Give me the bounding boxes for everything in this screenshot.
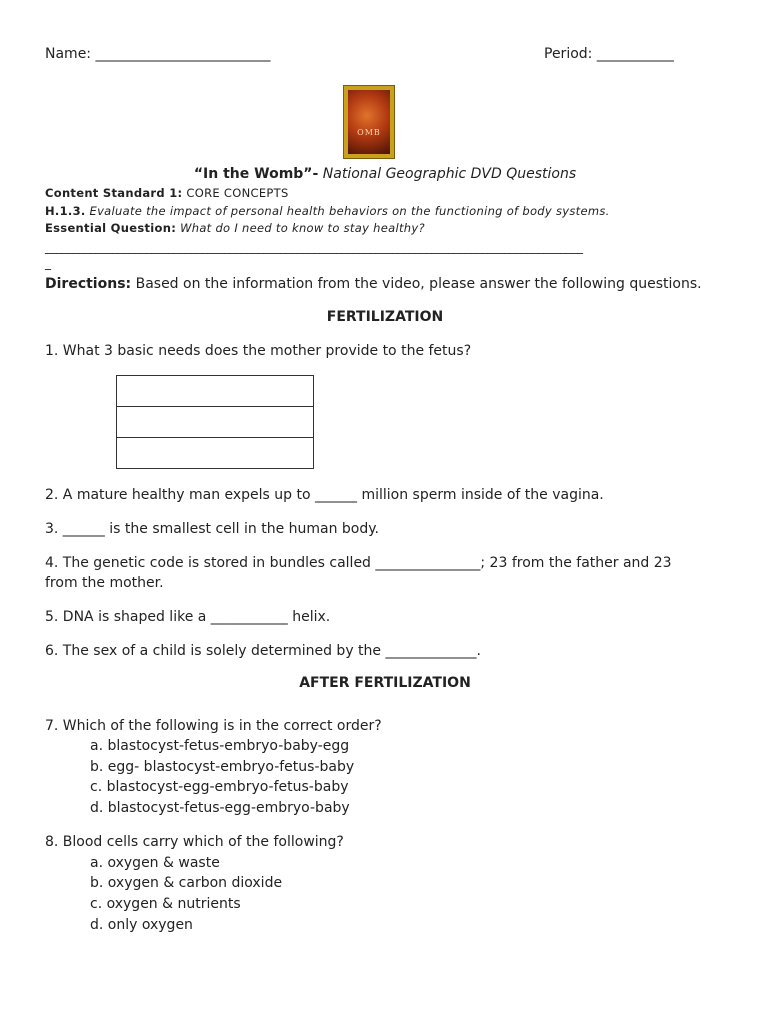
question-8-option-b: b. oxygen & carbon dioxide — [90, 875, 283, 891]
question-7: 7. Which of the following is in the correct order? — [45, 718, 382, 734]
question-8-option-a: a. oxygen & waste — [90, 855, 220, 871]
section-fertilization: FERTILIZATION — [326, 309, 444, 325]
directions — [45, 276, 702, 292]
question-2: 2. A mature healthy man expels up to ______ million sperm inside of the vagina. — [45, 487, 604, 503]
essential-question-label: Essential Question: — [45, 221, 177, 235]
question-4-continued: from the mother. — [45, 575, 164, 591]
content-standard-value: CORE CONCEPTS — [182, 186, 289, 200]
question-7-option-b: b. egg- blastocyst-embryo-fetus-baby — [90, 759, 355, 775]
directions-text: Based on the information from the video, please answer the following questions. — [131, 276, 702, 292]
answer-cell[interactable] — [117, 376, 313, 407]
question-8: 8. Blood cells carry which of the following? — [45, 834, 344, 850]
answer-cell[interactable] — [117, 438, 313, 468]
question-7-option-d: d. blastocyst-fetus-egg-embryo-baby — [90, 800, 350, 816]
title-main: “In the Womb”- — [193, 166, 319, 182]
divider-line: ________________________________________________________________________________________________ — [45, 240, 583, 254]
section-after-fertilization: AFTER FERTILIZATION — [299, 675, 471, 691]
health-standard-label: H.1.3. — [45, 204, 86, 218]
health-standard-value: Evaluate the impact of personal health behaviors on the functioning of body systems. — [85, 204, 610, 218]
question-8-option-c: c. oxygen & nutrients — [90, 896, 241, 912]
question-4: 4. The genetic code is stored in bundles called _______________; 23 from the father and 23 — [45, 555, 672, 571]
question-8-option-d: d. only oxygen — [90, 917, 193, 933]
name-field[interactable]: Name: _________________________ — [45, 46, 271, 62]
question-7-option-c: c. blastocyst-egg-embryo-fetus-baby — [90, 779, 349, 795]
question-7-option-a: a. blastocyst-fetus-embryo-baby-egg — [90, 738, 350, 754]
document-title — [0, 166, 770, 182]
period-field[interactable]: Period: ___________ — [544, 46, 674, 62]
health-standard — [45, 204, 610, 218]
title-sub: National Geographic DVD Questions — [318, 166, 577, 182]
question-3: 3. ______ is the smallest cell in the human body. — [45, 521, 379, 537]
dvd-cover-image — [343, 85, 395, 159]
question-5: 5. DNA is shaped like a ___________ helix. — [45, 609, 331, 625]
directions-label: Directions: — [45, 276, 132, 292]
question-6: 6. The sex of a child is solely determined by the _____________. — [45, 643, 481, 659]
content-standard-label: Content Standard 1: — [45, 186, 183, 200]
dvd-cover-art — [348, 90, 390, 154]
divider-tail: _ — [45, 256, 51, 270]
answer-cell[interactable] — [117, 407, 313, 438]
answer-table — [116, 375, 314, 469]
dvd-cover-text: OMB — [357, 128, 381, 137]
question-1: 1. What 3 basic needs does the mother provide to the fetus? — [45, 343, 472, 359]
essential-question-value: What do I need to know to stay healthy? — [176, 221, 425, 235]
essential-question — [45, 221, 425, 235]
content-standard — [45, 186, 289, 200]
